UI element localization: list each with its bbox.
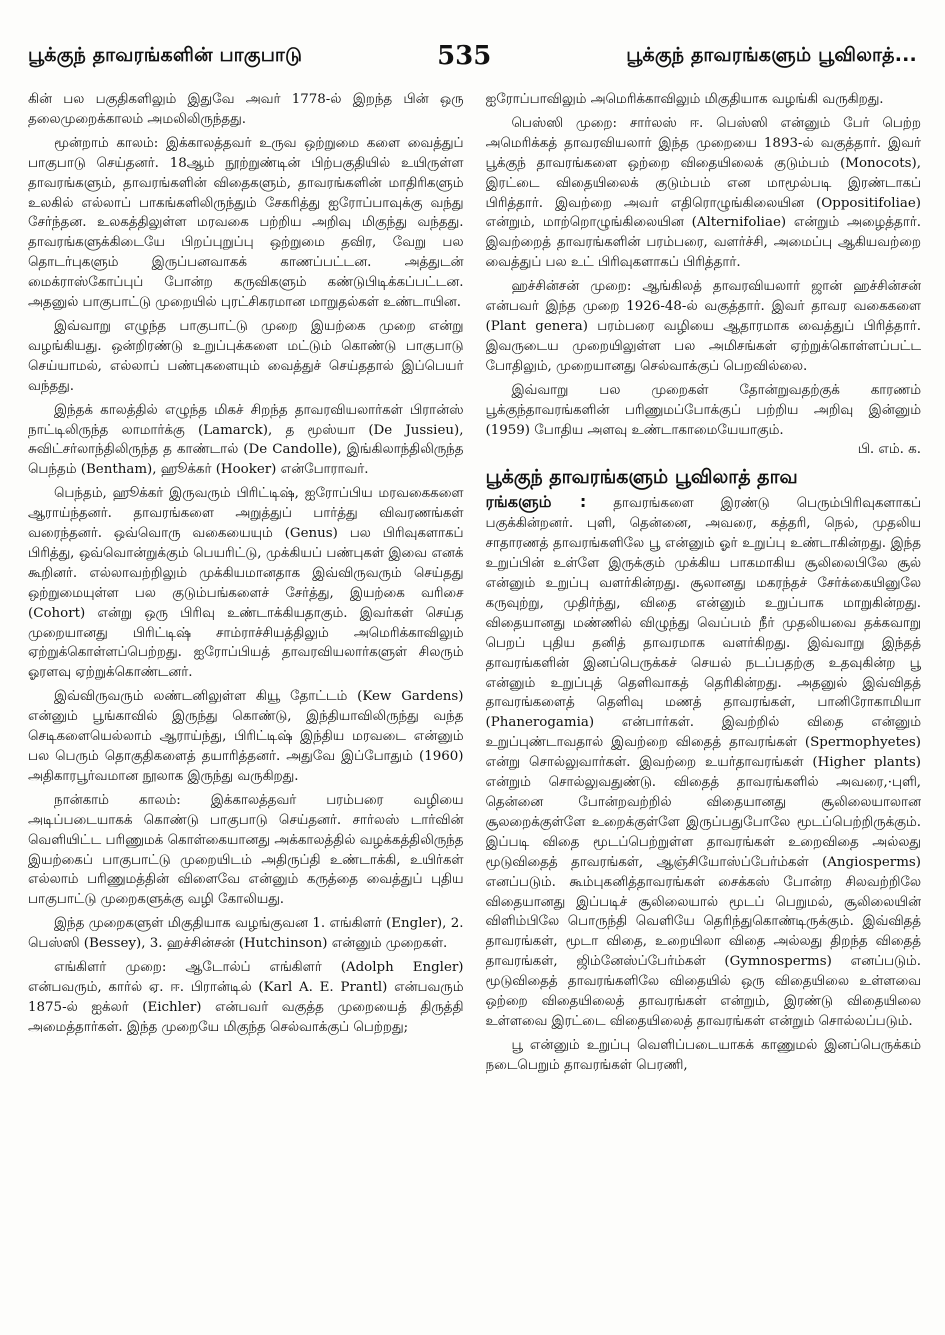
paragraph: இந்த முறைகளுள் மிகுதியாக வழங்குவன 1. எங்கிளர் (Engler), 2. பெஸ்ஸி (Bessey), 3. ஹச்சின்சன் (Hutchinson) என்னும் முறைகள். xyxy=(28,916,464,952)
right-column-paragraphs xyxy=(486,90,922,440)
paragraph: மூன்றாம் காலம்: இக்காலத்தவர் உருவ ஒற்றுமை களை வைத்துப் பாகுபாடு செய்தனர். 18ஆம் நூற்றுண்டின் பிற்பகுதியில் உயிருள்ள தாவரங்களும், தாவரங்களின் விதைகளும், தாவரங்களின் மாதிரிகளும் உலகில் எல்லாப் பாகங்களிலிருந்தும் சேகரித்து ஐரோப்பாவுக்கு வந்து சேர்ந்தன. உலகத்திலுள்ள மரவகை பற்றிய அறிவு மிகுந்து வந்தது. தாவரங்களுக்கிடையே பிறப்புறுப்பு ஒற்றுமை தவிர, வேறு பல தொடர்புகளும் இருப்பனவாகக் காணப்பட்டன. அத்துடன் மைக்ராஸ்கோப்புப் போன்ற கருவிகளும் கண்டுபிடிக்கப்பட்டன. அதனுல் பாகுபாட்டு முறையில் புரட்சிகரமான மாறுதல்கள் உண்டாயின. xyxy=(28,135,464,311)
page-header xyxy=(28,36,917,76)
section-heading: பூக்குந் தாவரங்களும் பூவிலாத் தாவ xyxy=(485,466,798,489)
paragraph: பெந்தம், ஹூக்கர் இருவரும் பிரிட்டிஷ், ஐரோப்பிய மரவகைகளை ஆராய்ந்தனர். தாவரங்களை அறுத்துப் பார்த்து விவரணங்கள் வரைந்தனர். ஒவ்வொரு வகையையும் (Genus) பல பிரிவுகளாகப் பிரித்து, ஒவ்வொன்றுக்கும் பெயரிட்டு, முக்கியப் பண்புகள் இவை எனக் கூறினர். எல்லாவற்றிலும் முக்கியமானதாக இவ்விருவரும் செய்தது ஒற்றுமையுள்ள பல குடும்பங்களைச் சேர்த்து, இயற்கை வரிசை (Cohort) என்று ஒரு பிரிவு உண்டாக்கியதாகும். இவர்கள் செய்த முறையானது பிரிட்டிஷ் சாம்ராச்சியத்திலும் அமெரிக்காவிலும் ஏற்றுக்கொள்ளப்பெற்றது. ஐரோப்பியத் தாவரவியலார்களுள் சிலரும் ஓரளவு ஏற்றுக்கொண்டனர். xyxy=(28,486,464,681)
running-title-right: பூக்குந் தாவரங்களும் பூவிலாத்... xyxy=(626,43,917,66)
text-columns xyxy=(28,90,921,1313)
paragraph: நான்காம் காலம்: இக்காலத்தவர் பரம்பரை வழியை அடிப்படையாகக் கொண்டு பாகுபாடு செய்தனர். சார்லஸ் டார்வின் வெளியிட்ட பரிணுமக் கொள்கையானது அக்காலத்தில் வழக்கத்திலிருந்த இயற்கைப் பாகுபாட்டு முறையிடம் அதிருப்தி உண்டாக்கி, உயிர்கள் எல்லாம் பரிணுமத்தின் விளைவே என்னும் கருத்தை வைத்துப் புதிய பாகுபாட்டு முறைகளுக்கு வழி கோலியது. xyxy=(28,792,464,908)
running-title-left: பூக்குந் தாவரங்களின் பாகுபாடு xyxy=(28,43,303,66)
section-body-paragraph xyxy=(486,492,922,1031)
section-last-paragraph: பூ என்னும் உறுப்பு வெளிப்படையாகக் காணுமல் இனப்பெருக்கம் நடைபெறும் தாவரங்கள் பெரணி, xyxy=(485,1037,921,1073)
paragraph: இந்தக் காலத்தில் எழுந்த மிகச் சிறந்த தாவரவியலார்கள் பிரான்ஸ் நாட்டிலிருந்த லாமார்க்கு (Lamarck), த மூஸ்யா (De Jussieu), சுவிட்சர்லாந்திலிருந்த த காண்டால் (De Candolle), இங்கிலாந்திலிருந்த பெந்தம் (Bentham), ஹூக்கர் (Hooker) என்போராவர். xyxy=(28,402,464,478)
paragraph: கின் பல பகுதிகளிலும் இதுவே அவர் 1778-ல் இறந்த பின் ஒரு தலைமுறைக்காலம் அமலிலிருந்தது. xyxy=(28,92,464,127)
paragraph: இவ்விருவரும் லண்டனிலுள்ள கியூ தோட்டம் (Kew Gardens) என்னும் பூங்காவில் இருந்து கொண்டு, இந்தியாவிலிருந்து வந்த செடிகளையெல்லாம் ஆராய்ந்து, பிரிட்டிஷ் இந்திய மரவடை என்னும் பல பெரும் தொகுதிகளைத் தயாரித்தனர். அதுவே இப்போதும் (1960) அதிகாரபூர்வமான நூலாக இருந்து வருகிறது. xyxy=(28,689,464,784)
paragraph: ஐரோப்பாவிலும் அமெரிக்காவிலும் மிகுதியாக வழங்கி வருகிறது. xyxy=(485,92,884,107)
author-initials: பி. எம். க. xyxy=(857,442,921,458)
right-column xyxy=(486,90,922,1313)
left-column xyxy=(28,90,464,1313)
paragraph: இவ்வாறு எழுந்த பாகுபாட்டு முறை இயற்கை முறை என்று வழங்கியது. ஒன்றிரண்டு உறுப்புக்களை மட்டும் கொண்டு பாகுபாடு செய்யாமல், எல்லாப் பண்புகளையும் வைத்துச் செய்ததால் இப்பெயர் வந்தது. xyxy=(28,318,464,394)
section-heading-continuation: ரங்களும் : xyxy=(485,492,587,512)
paragraph: பெஸ்ஸி முறை: சார்லஸ் ஈ. பெஸ்ஸி என்னும் பேர் பெற்ற அமெரிக்கத் தாவரவியலார் இந்த முறையை 1893-ல் வகுத்தார். இவர் பூக்குந் தாவரங்களை ஒற்றை விதையிலைக் குடும்பம் (Monocots), இரட்டை விதையிலைக் குடும்பம் என மாமூல்படி இரண்டாகப் பிரித்தார். இவற்றை அவர் எதிரொழுங்கிலையின (Oppositifoliae) என்றும், மாற்றொழுங்கிலையின (Alternifoliae) என்றும் அழைத்தார். இவற்றைத் தாவரங்களின் பரம்பரை, வளர்ச்சி, அமைப்பு ஆகியவற்றை வைத்துப் பல உட் பிரிவுகளாகப் பிரித்தார். xyxy=(485,115,921,271)
paragraph: இவ்வாறு பல முறைகள் தோன்றுவதற்குக் காரணம் பூக்குந்தாவரங்களின் பரிணுமப்போக்குப் பற்றிய அறிவு இன்னும் (1959) போதிய அளவு உண்டாகாமையேயாகும். xyxy=(485,382,921,438)
page-number: 535 xyxy=(437,41,492,71)
paragraph: எங்கிளர் முறை: ஆடோல்ப் எங்கிளர் (Adolph Engler) என்பவரும், கார்ல் ஏ. ஈ. பிரான்டில் (Karl A. E. Prantl) என்பவரும் 1875-ல் ஐக்லர் (Eichler) என்பவர் வகுத்த முறையைத் திருத்தி அமைத்தார்கள். இந்த முறையே மிகுந்த செல்வாக்குப் பெற்றது; xyxy=(28,960,464,1035)
section-body-text: தாவரங்களை இரண்டு பெரும்பிரிவுகளாகப் பகுக்கின்றனர். புளி, தென்னை, அவரை, கத்தரி, நெல், முதலிய சாதாரணத் தாவரங்களிலே பூ என்னும் ஓர் உறுப்பு உண்டாகின்றது. இந்த உறுப்பின் உள்ளே இருக்கும் முக்கிய பாகமாகிய சூலிலைபிலே சூல் என்னும் உறுப்பு வளர்கின்றது. சூலானது மகரந்தச் சேர்க்கையினுலே கருவுற்று, முதிர்ந்து, விதை என்னும் உறுப்பாக மாறுகின்றது. விதையானது மண்ணில் விழுந்து வெப்பம் நீர் முதலியவை தக்கவாறு பெறப் புதிய தனித் தாவரமாக வளர்கிறது. இவ்வாறு இந்தத் தாவரங்களின் இனப்பெருக்கச் செயல் நடப்பதற்கு உதவுகின்ற பூ என்னும் உறுப்புத் தெளிவாகத் தெரிகின்றது. அதனுல் இவ்விதத் தாவரங்களைத் தெளிவு மணத் தாவரங்கள், பானிரோகாமியா (Phanerogamia) என்பார்கள். இவற்றில் விதை என்னும் உறுப்புண்டாவதால் இவற்றை விதைத் தாவரங்கள் (Spermophyetes) என்று சொல்லுவார்கள். இவற்றை உயர்தாவரங்கள் (Higher plants) என்றும் சொல்லுவதுண்டு. விதைத் தாவரங்களில் அவரை,·புளி, தென்னை போன்றவற்றில் விதையானது சூலிலையாலான சூலறைக்குள்ளே உறைக்குள்ளே இருப்பதுபோலே மூடப்பெற்றிருக்கும். இப்படி விதை மூடப்பெற்றுள்ள தாவரங்கள் உறைவிதை அல்லது மூடுவிதைத் தாவரங்கள், ஆஞ்சியோஸ்ப்பேர்ம்கள் (Angiosperms) எனப்படும். கூம்புகனித்தாவரங்கள் சைக்கஸ் போன்ற சிலவற்றிலே விதையானது இப்படிச் சூலிலையால் மூடப் பெறுமல், சூலிலையின் விளிம்பிலே பொருந்தி வெளியே தெரிந்துகொண்டிருக்கும். இவ்விதத் தாவரங்கள், மூடா விதை, உறையிலா விதை அல்லது திறந்த விதைத் தாவரங்கள், ஜிம்னேஸ்ப்பேர்ம்கள் (Gymnosperms) எனப்படும். மூடுவிதைத் தாவரங்களிலே விதையில் ஒரு விதையிலை உள்ளவை ஒற்றை விதையிலைத் தாவரங்கள் என்றும், இரண்டு விதையிலை உள்ளவை இரட்டை விதையிலைத் தாவரங்கள் என்றும் சொல்லப்படும். xyxy=(485,496,921,1029)
paragraph: ஹச்சின்சன் முறை: ஆங்கிலத் தாவரவியலார் ஜான் ஹச்சின்சன் என்பவர் இந்த முறை 1926-48-ல் வகுத்தார். இவர் தாவர வகைகளை (Plant genera) பரம்பரை வழியை ஆதாரமாக வைத்துப் பிரித்தார். இவருடைய முறையிலுள்ள பல அமிசங்கள் ஏற்றுக்கொள்ளப்பட்ட போதிலும், முறையானது செல்வாக்குப் பெறவில்லை. xyxy=(485,279,921,374)
